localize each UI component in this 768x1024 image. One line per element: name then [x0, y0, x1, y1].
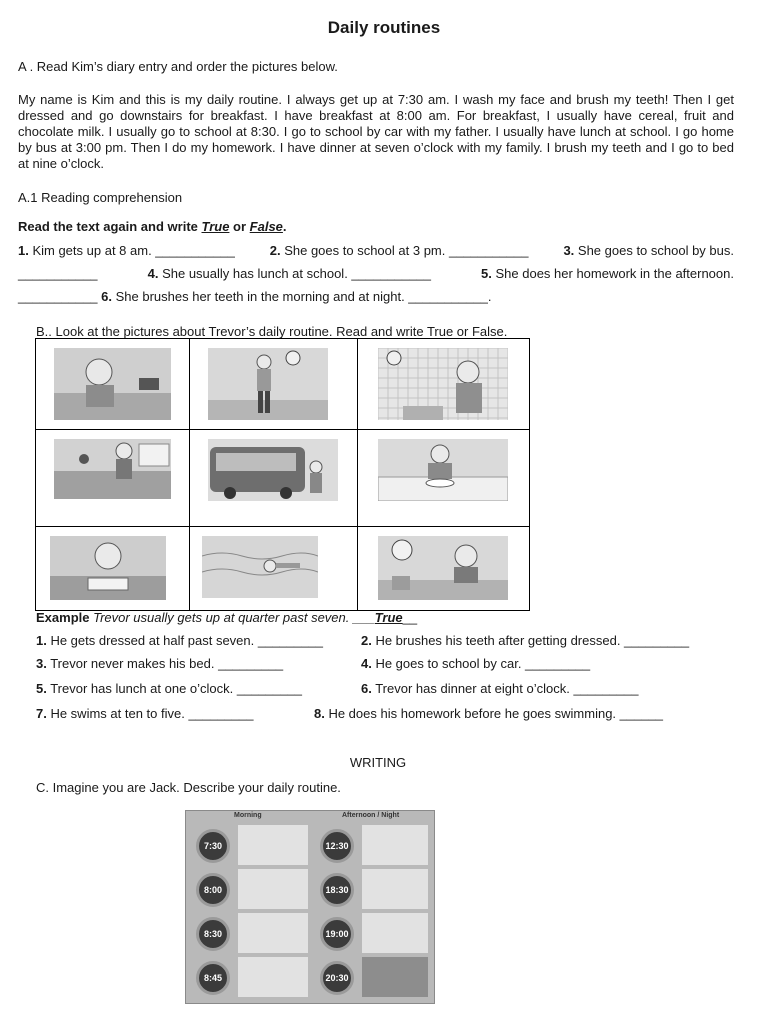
item-number: 4. — [361, 656, 372, 671]
item-text: He goes to school by car. _________ — [371, 656, 591, 671]
item-text: He brushes his teeth after getting dressed. _________ — [371, 633, 690, 648]
q5-text: She does her homework in the afternoon. — [491, 266, 734, 281]
q1-text[interactable]: Kim gets up at 8 am. ___________ — [28, 243, 235, 258]
page-title: Daily routines — [327, 18, 441, 37]
q6-number: 6. — [101, 289, 112, 304]
q3-blank[interactable]: ___________ — [18, 266, 98, 281]
boy-having-lunch-image — [378, 439, 508, 501]
example-label: Example — [36, 610, 90, 625]
morning-label: Morning — [234, 812, 262, 819]
clock-icon: 7:30 — [196, 829, 230, 863]
b-item-5[interactable] — [36, 681, 302, 697]
tf-row-1 — [18, 243, 734, 259]
tf-q4 — [148, 266, 431, 282]
boy-having-dinner-image — [378, 536, 508, 600]
b-item-8[interactable] — [314, 706, 663, 722]
clock-icon: 8:30 — [196, 917, 230, 951]
clock-icon: 8:00 — [196, 873, 230, 907]
writing-instruction: C. Imagine you are Jack. Describe your daily routine. — [36, 780, 341, 795]
b-item-4[interactable] — [361, 656, 590, 672]
q4-text[interactable]: She usually has lunch at school. ___________ — [158, 266, 431, 281]
q1-number: 1. — [18, 243, 29, 258]
item-text: Trevor has dinner at eight o’clock. _________ — [371, 681, 639, 696]
boy-taking-bus-image — [208, 439, 338, 501]
q5-number: 5. — [481, 266, 492, 281]
b-item-2[interactable] — [361, 633, 689, 649]
example-text: Trevor usually gets up at quarter past seven. ___ — [89, 610, 375, 625]
item-text: He swims at ten to five. _________ — [46, 706, 254, 721]
clock-icon: 19:00 — [320, 917, 354, 951]
boy-doing-homework-image — [50, 536, 166, 600]
tf-q2 — [270, 243, 529, 259]
q3-text: She goes to school by bus. — [574, 243, 734, 258]
item-number: 3. — [36, 656, 47, 671]
clock-icon: 8:45 — [196, 961, 230, 995]
example-tail: __ — [402, 610, 418, 625]
b-item-6[interactable] — [361, 681, 639, 697]
item-number: 5. — [36, 681, 47, 696]
scene-image — [238, 825, 308, 865]
tf-q5 — [481, 266, 734, 282]
item-number: 8. — [314, 706, 325, 721]
item-text: He does his homework before he goes swimming. ______ — [324, 706, 664, 721]
clock-icon: 18:30 — [320, 873, 354, 907]
reading-comprehension-heading: A.1 Reading comprehension — [18, 190, 183, 205]
boy-making-bed-image — [54, 439, 171, 499]
clock-icon: 20:30 — [320, 961, 354, 995]
item-text: Trevor never makes his bed. _________ — [46, 656, 284, 671]
boy-waking-up-image — [54, 348, 171, 420]
q6-text[interactable]: She brushes her teeth in the morning and at night. ___________. — [112, 289, 492, 304]
q3-number: 3. — [563, 243, 575, 258]
instr-true: True — [201, 219, 230, 234]
item-number: 7. — [36, 706, 47, 721]
tf-row-2 — [18, 266, 734, 282]
example-answer: True — [374, 610, 403, 625]
trevor-picture-grid — [35, 338, 530, 611]
true-false-instruction — [18, 219, 287, 235]
example-line — [36, 610, 417, 626]
instr-or: or — [229, 219, 250, 234]
instr-end: . — [282, 219, 287, 234]
boy-brushing-teeth-image — [378, 348, 508, 420]
instr-false: False — [249, 219, 283, 234]
scene-image — [362, 869, 428, 909]
scene-image — [238, 913, 308, 953]
item-number: 2. — [361, 633, 372, 648]
boy-swimming-image — [202, 536, 318, 598]
afternoon-label: Afternoon / Night — [342, 812, 400, 819]
b-item-3[interactable] — [36, 656, 283, 672]
b-item-1[interactable] — [36, 633, 323, 649]
tf-q3 — [563, 243, 734, 259]
boy-getting-dressed-image — [208, 348, 328, 420]
scene-image — [362, 913, 428, 953]
q2-number: 2. — [269, 243, 281, 258]
scene-image — [238, 957, 308, 997]
q5-blank[interactable]: ___________ — [18, 289, 102, 304]
part-b-instruction: B.. Look at the pictures about Trevor’s daily routine. Read and write True or False. — [36, 324, 508, 339]
item-text: Trevor has lunch at one o’clock. _________ — [46, 681, 302, 696]
tf-q1 — [18, 243, 235, 259]
part-a-instruction: A . Read Kim’s diary entry and order the pictures below. — [18, 59, 338, 74]
q2-text[interactable]: She goes to school at 3 pm. ___________ — [280, 243, 529, 258]
instr-pre: Read the text again and write — [18, 219, 202, 234]
scene-image — [362, 825, 428, 865]
tf-row-3 — [18, 289, 491, 305]
scene-image — [238, 869, 308, 909]
writing-heading: WRITING — [349, 755, 407, 770]
jack-routine-chart — [185, 810, 435, 1004]
b-item-7[interactable] — [36, 706, 254, 722]
item-number: 1. — [36, 633, 47, 648]
clock-icon: 12:30 — [320, 829, 354, 863]
item-text: He gets dressed at half past seven. _________ — [46, 633, 323, 648]
kim-diary-text: My name is Kim and this is my daily routine. I always get up at 7:30 am. I wash my face and brush my teeth! Then I get dressed and go downstairs for breakfast. I have breakfast at 8:00 am. For breakfast, I usually have cereal, fruit and chocolate milk. I usually go to school at 8:30. I go to school by car with my father. I usually have lunch at school. I go home by bus at 3:00 pm. Then I do my homework. I have dinner at seven o’clock with my family. I brush my teeth and I go to bed at nine o’clock. — [18, 92, 734, 171]
scene-image — [362, 957, 428, 997]
q4-number: 4. — [147, 266, 159, 281]
item-number: 6. — [361, 681, 372, 696]
